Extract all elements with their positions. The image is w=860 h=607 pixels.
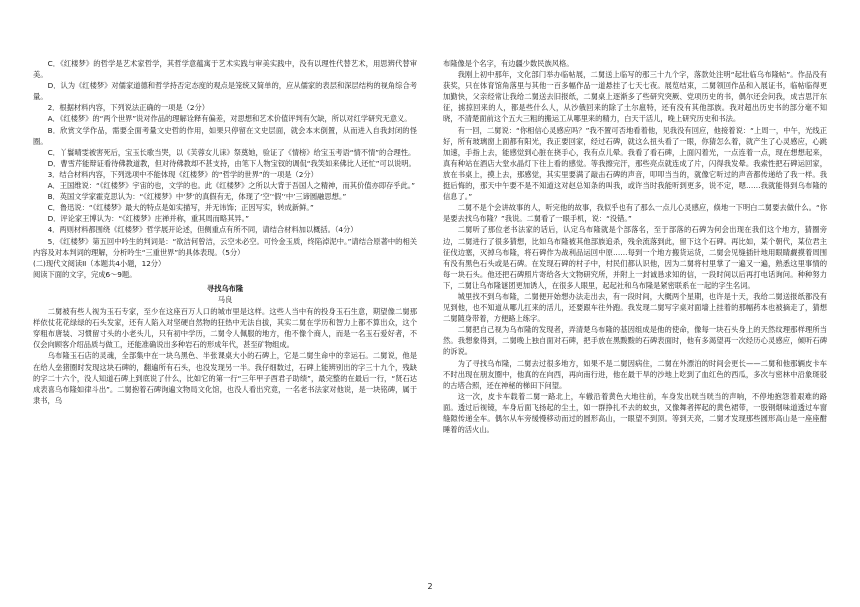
story-paragraph: 二舅不是个会讲故事的人，听完他的故事，我似乎也有了那么一点儿心灵感应，倏地一下明白二舅要去做什么。“你是要去找乌布隆？”我说。二舅看了一眼手机，说：“没错。” (443, 203, 827, 224)
reading-instruction: 阅读下面的文字，完成6～9题。 (33, 269, 137, 279)
story-author: 马良 (217, 294, 233, 304)
question-2-option-d: D．曹雪芹能辩证看待佛教道教，但对待佛教却不甚支持，由笔下人物宝钗的调侃“我笑如来佛比人还忙”可以说明。 (47, 158, 416, 168)
right-column (443, 58, 827, 435)
story-paragraph: 二舅被有些人视为玉石专家，至少在这座百万人口的城市里是这样。这些人当中有的投身玉石生意，期望像二舅那样依仗花花绿绿的石头发家，还有人陷入对坚硬自然物的狂热中无法自拔，其实二舅在学历和智力上都不算出众，这个穿粗布唐装、习惯留寸头的小老头儿，只有初中学历，二舅令人佩服的地方，他不像个商人，而是一名玉石爱好者，不仅会向顾客介绍品质与做工，还能准确说出多种岩石的形成年代，甚至矿物组成。 (33, 307, 417, 350)
question-5: 5．《红楼梦》第五回中吟生的判词是：“欲洁何曾洁，云空未必空。可怜金玉质，终陷淖泥中。”请结合原著中的相关内容及对本判词的理解，分析吟生“三重世界”的具体表现。（5分） (33, 236, 417, 257)
question-3-stem: 3．结合材料内容，下列选项中不能体现《红楼梦》的“哲学的世界”的一项是（2分） (47, 169, 318, 179)
question-1-option-d: D．认为《红楼梦》对儒家道德和哲学持否定态度的观点是笼统又简单的，应从儒家的表层和深层结构的视角综合考量。 (33, 81, 417, 102)
story-paragraph: 布隆像是个名字，有边疆少数民族风格。 (443, 59, 574, 68)
question-3-option-b: B．英国文学家霍克思认为：“《红楼梦》中‘梦’的真假有无，体现了‘空’‘假’‘中’三谛圆融思想。” (47, 192, 347, 202)
page-number: 2 (427, 582, 433, 591)
story-paragraph: 二舅把自己视为乌布隆的发现者，弄清楚乌布隆的基因组成是他的使命，像每一块石头身上的天然纹理那样理所当然。我想象得到，二舅晚上独自面对石碑，把手放在黑黢黢的石碑表面时，他有多渴望再一次经历心灵感应，倾听石碑的诉说。 (443, 325, 827, 357)
story-paragraph: 城里找不到乌布隆，二舅便开始想办法走出去，有一段时间，大概两个星期，也许是十天，我给二舅送报纸都没有见到他，也不知道从哪儿扛来的活儿，还要跟车往外跑。我发现二舅写字桌对面墙上挂着的那幅药本也被摘走了，猜想二舅随身带着，方便路上练字。 (443, 291, 827, 324)
question-1-option-c: C．《红楼梦》的哲学是艺术家哲学，其哲学意蕴寓于艺术实践与审美实践中，没有以理性代替艺术，用思辨代替审美。 (33, 59, 417, 80)
section-heading: (二)现代文阅读II（本题共4小题，12分） (33, 258, 166, 268)
left-column (33, 58, 417, 406)
question-2-option-b: B．欣赏文学作品，需要全面考量文史哲的作用，如果只停留在文史层面，就会本末倒置，从而进入自我封闭的怪圈。 (33, 125, 417, 146)
question-2-option-a: A．《红楼梦》的“两个世界”说对作品的理解诠释有偏差，对思想和艺术价值评判有欠缺，所以对红学研究无意义。 (47, 114, 412, 124)
story-paragraph: 这一次，皮卡车载着二舅一路北上，车辙沿着黄色大地往前，车身发出咣当咣当的声响，不停地抱怨着艰难的路面。透过后视镜，车身后面飞扬起的尘土，如一群挣扎不去的蚊虫，又像舞者挥起的黄色裙带，一股钢烟味道透过车窗缝隙传递全车。偶尔从车旁缓慢移动而过的圆形高山，一眼望不到顶。等到天亮，二舅才发现那些圆形高山是一座座酣睡着的活火山。 (443, 391, 827, 435)
question-3-option-d: D．评论家王博认为：“《红楼梦》庄禅并称，重其周而略其异。” (47, 214, 249, 224)
story-paragraph: 为了寻找乌布隆，二舅去过很多地方，如果不是二舅因病住，二舅在外漂泊的时间会更长——二舅和他那辆皮卡车不时出现在朋友圈中，他真的在向西，再向南行进，他在最干旱的沙地上吃到了血红色的西瓜，多次与密林中沿象斑驳的古塔合照，还在神秘的梯田下问望。 (443, 358, 827, 390)
story-title: 寻找乌布隆 (206, 283, 244, 293)
question-3-option-a: A．王国维说：“《红楼梦》宇宙的也，文学的也。此《红楼梦》之所以大背于吾国人之精神，而其价值亦即存乎此。” (47, 181, 416, 191)
question-2-stem: 2．根据材料内容，下列说法正确的一项是（2分） (47, 103, 209, 113)
question-3-option-c: C．鲁迅说：“《红楼梦》最大的特点是如实描写，并无讳饰；正因写实，转成新鲜。” (47, 203, 314, 213)
story-paragraph: 乌布隆玉石店的灵魂，全部集中在一块乌黑色、半张课桌大小的石碑上，它是二舅生命中的幸运石。二舅说，他是在给人垒猪圈时发现这块石碑的，翻遍所有石头，也没发现另一半。我仔细数过，石碑上能辨别出的字三十九个，残缺的字二十六个，没人知道石碑上到底说了什么，比如它的第一行“三年甲子酉君子助绩”，最完整的在最后一行，“贤石达成表喜乌布隆如律斗出”。二舅抱着石碑询遍文物局文化馆，也没人看出究竟，一名老书法家对他说，是一块铭碑，属于隶书，乌 (33, 351, 417, 405)
story-paragraph: 二舅听了那位老书法家的话后，认定乌布隆就是个部落名，至于部落的石碑为何会出现在我们这个地方，猜圈旁边，二舅进行了很多猜想，比如乌布隆被其他部族追杀，残余流落到此，留下这个石碑。再比如，某个朝代，某位君主征伐边塞，灭掉乌布隆，将石碑作为战利品运回中原……每到一个地方搬货运货，二舅会见缝插针地用眼睛觑摸着周围有没有黑色石头或是石碑。在发现石碑的村子中，村民们都认识他，因为二舅将村里掌了一遍又一遍，熟悉这里事情的每一块石头。他还把石碑照片寄给各大文物研究所，并附上一封诚恳求知的信，一段时间以后再打电话询问。种种努力下，二舅让乌布隆谜团更加诱人，在很多人眼里，起起社和乌布隆是紧密联系在一起的字生名词。 (443, 225, 827, 290)
story-paragraph: 我刚上初中那年，文化部门举办临帖展，二舅送上临写的那三十九个字，落款处注明“起壮临乌布隆帖”。作品没有获奖，只在体育馆角落里与其他一百多幅作品一道悬挂了七天七夜。展览结束，二舅领回作品和入展证书，临帖临得更加勤快，父亲经常让我给二舅送去旧报纸，二舅桌上逐渐多了些研究突厥、党项历史的书，偶尔还会问我，成吉思汗东征，掳掠回来的人，都是些什么人，从沙俄回来的除了土尔扈特，还有没有其他部族。我对超出历史书的部分毫不知晓，不清楚面前这个五大三粗的搬运工从哪里来的精力，白天干活儿，晚上研究历史和书法。 (443, 70, 827, 124)
question-4: 4．两则材料都围绕《红楼梦》哲学展开论述，但侧重点有所不同，请结合材料加以概括。（4分） (47, 225, 358, 235)
story-paragraph: 有一回，二舅说：“你相信心灵感应吗？”我不置可否地看着他，见我没有回应，他接着说：“上周一，中午，光线正好，所有玻璃窗上面都有阳光，我正要回家，经过石碑，就这么扭头看了一眼，你猜怎么着，就产生了心灵感应，心跳加速，手指上去，能感觉到心脏在挠手心，我有点儿晕。我看了看石碑，上面闪着光，一点连着一点，现在想想起来，真有种站在酒店大堂水晶灯下往上看的感觉。等我擦完汗，那些亮点就连成了片，闪得我发晕。我索性把石碑运回家，放在书桌上，摸上去，那感觉，其实里要满了敲击石碑的声音，叩叩当当的，就像它听过的声音都传递给了我一样。我挺后悔的，那天中午要不是不知道这对赵总知条的叫我，或许当时我能听到更多，说不定，嗯……我就能得到乌布隆的信息了。” (443, 125, 827, 202)
question-2-option-c: C．丫鬟晴雯被害死后，宝玉长歌当哭，以《芙蓉女儿诔》祭奠她，验证了《情榜》给宝玉考语“情不情”的合理性。 (47, 147, 416, 157)
